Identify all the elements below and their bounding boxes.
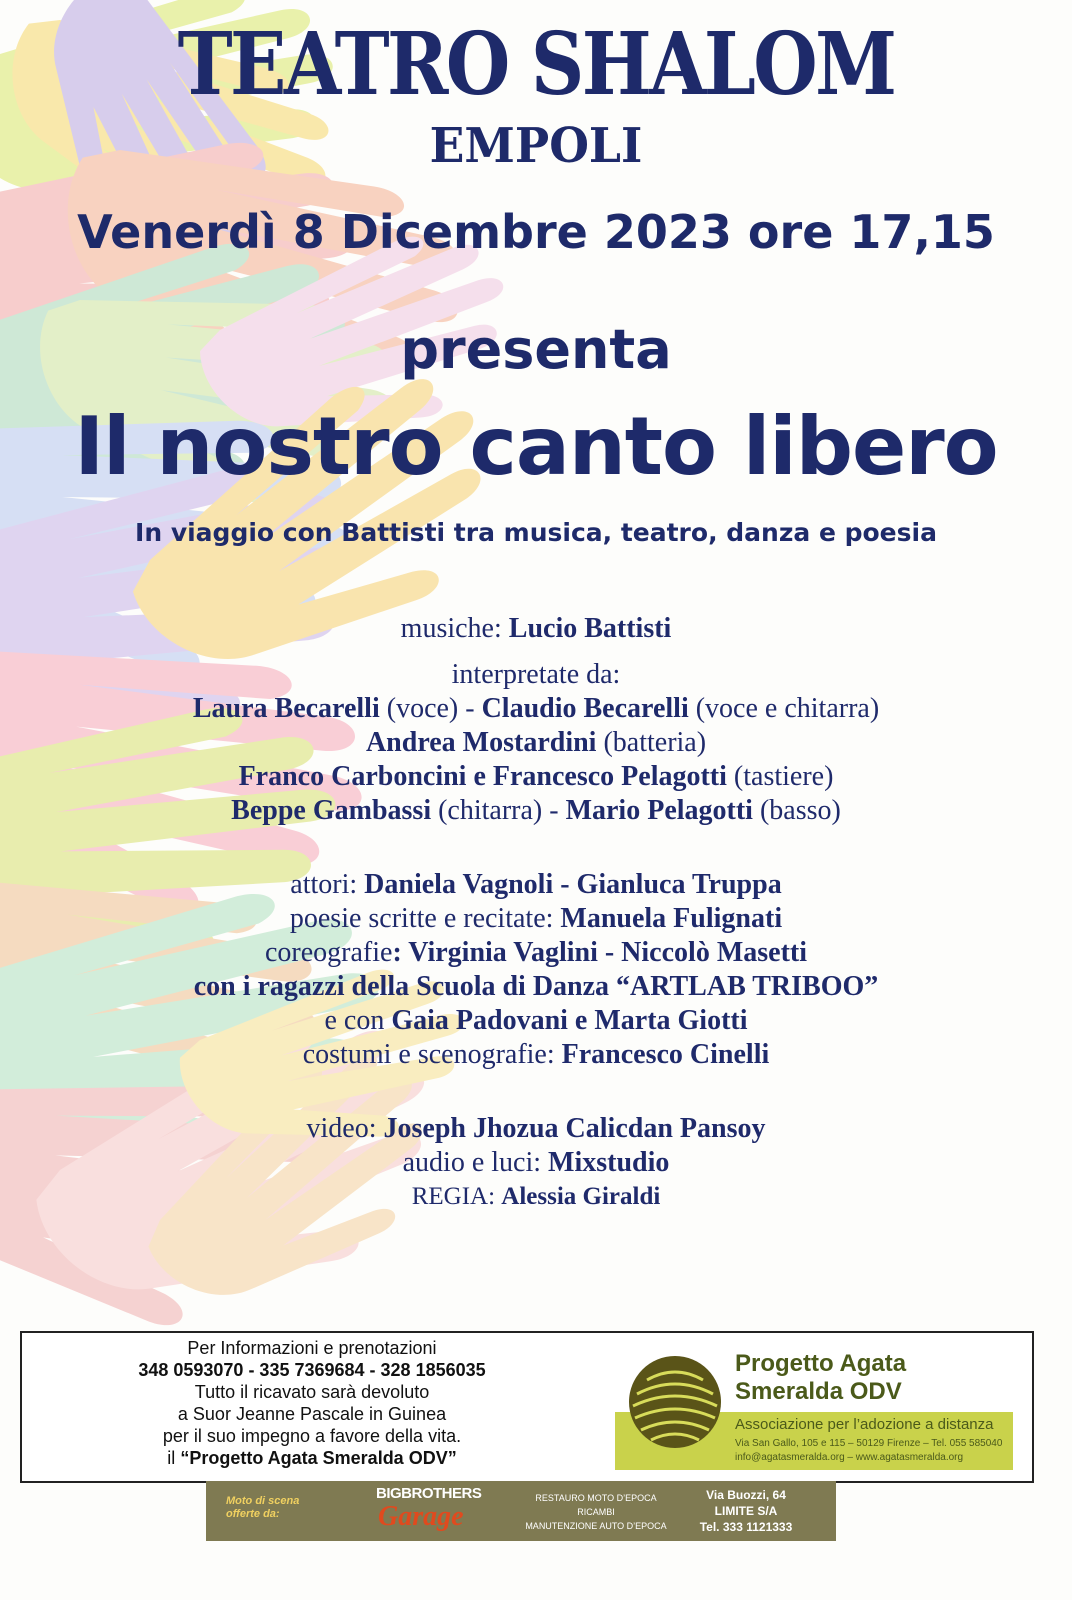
credit-video: video: Joseph Jhozua Calicdan Pansoy [306, 1113, 766, 1144]
info-line-1: Per Informazioni e prenotazioni [187, 1338, 437, 1358]
credit-music: musiche: Lucio Battisti [400, 613, 672, 644]
sponsor-services: RESTAURO MOTO D’EPOCA RICAMBI MANUTENZIONE AUTO D’EPOCA [525, 1493, 667, 1531]
agata-smeralda-globe-icon [627, 1354, 723, 1450]
credit-performers-3: Franco Carboncini e Francesco Pelagotti (tastiere) [238, 761, 834, 792]
presenta-label: presenta [400, 318, 672, 381]
sponsor-label: Moto di scena offerte da: [226, 1495, 300, 1520]
sponsor-address: Via Buozzi, 64 LIMITE S/A Tel. 333 1121333 [699, 1488, 793, 1534]
info-text [42, 1337, 582, 1469]
credit-also: e con Gaia Padovani e Marta Giotti [324, 1005, 748, 1036]
credit-dance-school: con i ragazzi della Scuola di Danza “ARTLAB TRIBOO” [193, 971, 879, 1002]
info-line-6: il “Progetto Agata Smeralda ODV” [167, 1448, 457, 1468]
show-title: Il nostro canto libero [74, 400, 998, 493]
org-logo-panel [615, 1344, 1013, 1470]
credits-block [0, 612, 1072, 1214]
credit-costumes: costumi e scenografie: Francesco Cinelli [302, 1039, 770, 1070]
info-line-5: per il suo impegno a favore della vita. [162, 1426, 462, 1446]
sponsor-logo-top: BIGBROTHERS [376, 1485, 482, 1502]
org-association: Associazione per l’adozione a distanza [735, 1416, 994, 1433]
info-line-4: a Suor Jeanne Pascale in Guinea [177, 1404, 447, 1424]
credit-director: REGIA: Alessia Giraldi [411, 1183, 661, 1210]
show-subtitle: In viaggio con Battisti tra musica, teatro, danza e poesia [135, 518, 937, 547]
venue-city: EMPOLI [429, 118, 643, 174]
credit-performers-1: Laura Becarelli (voce) - Claudio Becarelli (voce e chitarra) [192, 693, 880, 724]
org-address: Via San Gallo, 105 e 115 – 50129 Firenze – Tel. 055 585040 info@agatasmeralda.org – www.agatasmeralda.org [735, 1438, 1003, 1463]
credit-poetry: poesie scritte e recitate: Manuela Fulignati [289, 903, 783, 934]
credit-audio: audio e luci: Mixstudio [402, 1147, 670, 1178]
org-name: Progetto Agata Smeralda ODV [735, 1350, 907, 1405]
credit-performers-2: Andrea Mostardini (batteria) [365, 727, 707, 758]
sponsor-bar [206, 1481, 836, 1541]
event-date-time: Venerdì 8 Dicembre 2023 ore 17,15 [77, 205, 995, 259]
info-line-3: Tutto il ricavato sarà devoluto [194, 1382, 430, 1402]
credit-choreography: coreografie: Virginia Vaglini - Niccolò Masetti [265, 937, 807, 968]
venue-title: TEATRO SHALOM [177, 14, 895, 115]
credit-performers-4: Beppe Gambassi (chitarra) - Mario Pelagotti (basso) [231, 795, 841, 826]
info-phones: 348 0593070 - 335 7369684 - 328 1856035 [138, 1360, 486, 1380]
info-box [20, 1331, 1034, 1483]
sponsor-logo-bottom: Garage [378, 1501, 464, 1532]
credit-actors: attori: Daniela Vagnoli - Gianluca Truppa [290, 869, 782, 900]
credit-performed-label: interpretate da: [451, 659, 621, 690]
